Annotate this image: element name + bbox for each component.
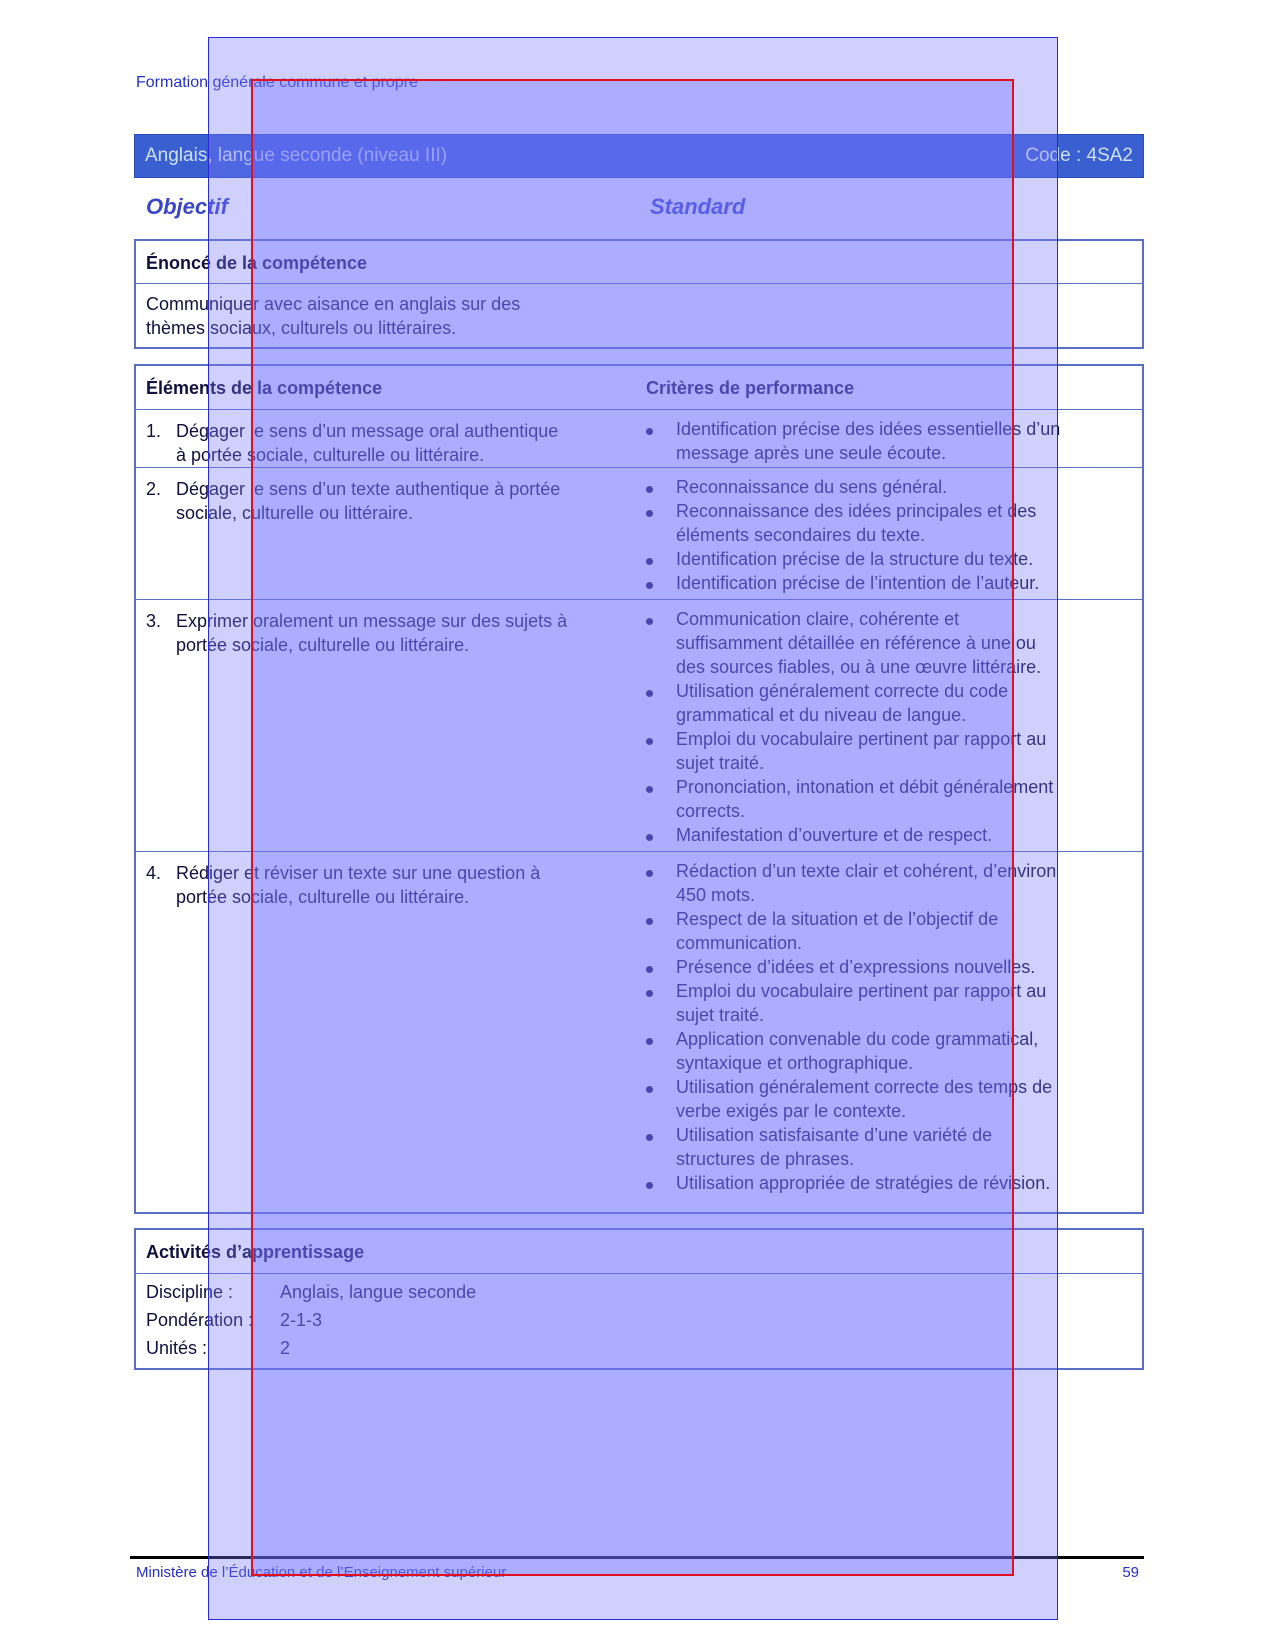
discipline-label: Discipline : bbox=[146, 1282, 234, 1302]
criterion-text: corrects. bbox=[676, 801, 746, 821]
criterion-text: 450 mots. bbox=[676, 885, 756, 905]
criterion-text: Reconnaissance des idées principales et des bbox=[676, 501, 1037, 521]
enonce-line-1: Communiquer avec aisance en anglais sur des bbox=[146, 294, 521, 314]
criterion-text: Rédaction d’un texte clair et cohérent, d’environ bbox=[676, 861, 1057, 881]
standard-heading: Standard bbox=[650, 194, 746, 219]
element-4-line-2: portée sociale, culturelle ou littéraire. bbox=[176, 887, 470, 907]
criterion-text: syntaxique et orthographique. bbox=[676, 1053, 914, 1073]
criterion-text: Identification précise de l’intention de l’auteur. bbox=[676, 573, 1040, 593]
objectif-heading: Objectif bbox=[146, 194, 228, 219]
criterion-text: Reconnaissance du sens général. bbox=[676, 477, 948, 497]
course-title: Anglais, langue seconde (niveau III) bbox=[145, 145, 448, 166]
criterion-text: des sources fiables, ou à une œuvre littéraire. bbox=[676, 657, 1042, 677]
element-2-line-2: sociale, culturelle ou littéraire. bbox=[176, 503, 414, 523]
criterion-text: Utilisation appropriée de stratégies de révision. bbox=[676, 1173, 1051, 1193]
criterion-text: grammatical et du niveau de langue. bbox=[676, 705, 967, 725]
element-1-line-1: Dégager le sens d’un message oral authentique bbox=[176, 421, 559, 441]
enonce-heading: Énoncé de la compétence bbox=[146, 253, 368, 273]
element-3-line-1: Exprimer oralement un message sur des sujets à bbox=[176, 611, 568, 631]
criterion-text: éléments secondaires du texte. bbox=[676, 525, 926, 545]
criterion-text: Utilisation satisfaisante d’une variété de bbox=[676, 1125, 993, 1145]
discipline-value: Anglais, langue seconde bbox=[280, 1282, 477, 1302]
criterion-text: Respect de la situation et de l’objectif de bbox=[676, 909, 999, 929]
criterion-text: Utilisation généralement correcte du code bbox=[676, 681, 1009, 701]
criterion-text: Communication claire, cohérente et bbox=[676, 609, 960, 629]
criterion-text: Identification précise des idées essentielles d’un bbox=[676, 419, 1061, 439]
criterion-text: structures de phrases. bbox=[676, 1149, 855, 1169]
ponderation-value: 2-1-3 bbox=[280, 1310, 323, 1330]
course-code: Code : 4SA2 bbox=[1025, 145, 1133, 166]
criterion-text: Présence d’idées et d’expressions nouvelles. bbox=[676, 957, 1036, 977]
unites-value: 2 bbox=[280, 1338, 291, 1358]
element-3-number: 3. bbox=[146, 611, 162, 631]
criterion-text: Utilisation généralement correcte des temps de bbox=[676, 1077, 1053, 1097]
criterion-text: Manifestation d’ouverture et de respect. bbox=[676, 825, 993, 845]
criteria-heading: Critères de performance bbox=[646, 378, 855, 398]
ponderation-label: Pondération : bbox=[146, 1310, 254, 1330]
header-program: Formation générale commune et propre bbox=[136, 74, 418, 91]
criterion-text: Application convenable du code grammatical, bbox=[676, 1029, 1039, 1049]
page-number: 59 bbox=[1122, 1564, 1139, 1581]
element-2-line-1: Dégager le sens d’un texte authentique à portée bbox=[176, 479, 561, 499]
selection-overlay-inner bbox=[251, 79, 1014, 1576]
element-4-number: 4. bbox=[146, 863, 162, 883]
criterion-text: sujet traité. bbox=[676, 753, 765, 773]
criterion-text: communication. bbox=[676, 933, 803, 953]
element-2-number: 2. bbox=[146, 479, 162, 499]
element-1-number: 1. bbox=[146, 421, 162, 441]
element-4-line-1: Rédiger et réviser un texte sur une question à bbox=[176, 863, 541, 883]
footer-ministry: Ministère de l’Éducation et de l’Enseignement supérieur bbox=[136, 1564, 507, 1581]
unites-label: Unités : bbox=[146, 1338, 208, 1358]
element-1-line-2: à portée sociale, culturelle ou littéraire. bbox=[176, 445, 485, 465]
criterion-text: Identification précise de la structure du texte. bbox=[676, 549, 1034, 569]
criterion-text: sujet traité. bbox=[676, 1005, 765, 1025]
criterion-text: message après une seule écoute. bbox=[676, 443, 947, 463]
criterion-text: verbe exigés par le contexte. bbox=[676, 1101, 907, 1121]
enonce-line-2: thèmes sociaux, culturels ou littéraires. bbox=[146, 318, 457, 338]
element-3-line-2: portée sociale, culturelle ou littéraire. bbox=[176, 635, 470, 655]
criterion-text: suffisamment détaillée en référence à une ou bbox=[676, 633, 1036, 653]
criterion-text: Emploi du vocabulaire pertinent par rapport au bbox=[676, 981, 1047, 1001]
criterion-text: Prononciation, intonation et débit généralement bbox=[676, 777, 1054, 797]
criterion-text: Emploi du vocabulaire pertinent par rapport au bbox=[676, 729, 1047, 749]
elements-heading: Éléments de la compétence bbox=[146, 378, 383, 398]
activites-heading: Activités d’apprentissage bbox=[146, 1242, 365, 1262]
